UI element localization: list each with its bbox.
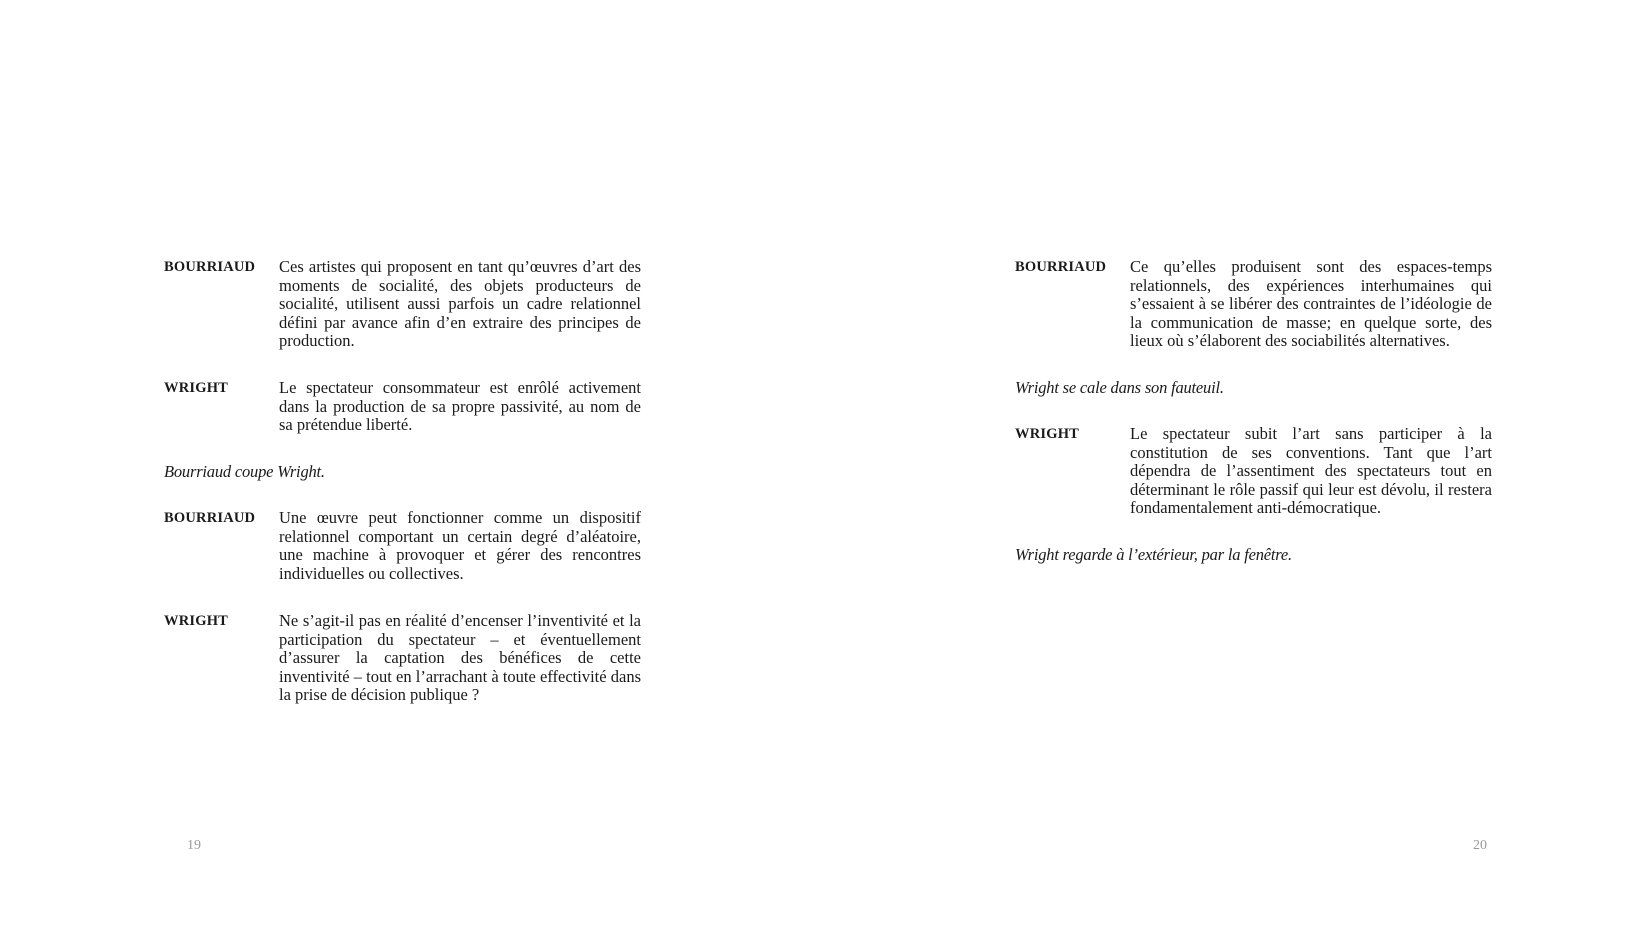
page-number: 20	[1473, 838, 1487, 853]
speech-text: Le spectateur consommateur est enrôlé activement dans la production de sa propre passivité, au nom de sa prétendue liberté.	[279, 378, 641, 435]
speech-text: Ne s’agit-il pas en réalité d’encenser l’inventivité et la participation du spectateur – et éventuellement d’assurer la captation des bénéfices de cette inventivité – tout en l’arrachant à toute effectivité dans la prise de décision publique ?	[279, 611, 641, 705]
speaker-name: WRIGHT	[164, 380, 229, 396]
right-page	[825, 0, 1650, 943]
speaker-name: BOURRIAUD	[164, 510, 256, 526]
speaker-name: BOURRIAUD	[164, 259, 256, 275]
speaker-name: WRIGHT	[1015, 426, 1080, 442]
speech-text: Une œuvre peut fonctionner comme un dispositif relationnel comportant un certain degré d’aléatoire, une machine à provoquer et gérer des rencontres individuelles ou collectives.	[279, 508, 641, 583]
speaker-name: BOURRIAUD	[1015, 259, 1107, 275]
stage-direction: Wright regarde à l’extérieur, par la fenêtre.	[1015, 545, 1292, 564]
stage-direction: Bourriaud coupe Wright.	[164, 462, 325, 481]
speech-text: Ces artistes qui proposent en tant qu’œuvres d’art des moments de socialité, des objets producteurs de socialité, utilisent aussi parfois un cadre relationnel défini par avance afin d’en extraire des principes de production.	[279, 257, 641, 351]
speech-text: Ce qu’elles produisent sont des espaces-temps relationnels, des expériences interhumaines qui s’essaient à se libérer des contraintes de l’idéologie de la communication de masse; en quelque sorte, des lieux où s’élaborent des sociabilités alternatives.	[1130, 257, 1492, 351]
speech-text: Le spectateur subit l’art sans participer à la constitution de ses conventions. Tant que l’art dépendra de l’assentiment des spectateurs tout en déterminant le rôle passif qui leur est dévolu, il restera fondamentalement anti-démocratique.	[1130, 424, 1492, 518]
page-number: 19	[187, 838, 201, 853]
speaker-name: WRIGHT	[164, 613, 229, 629]
stage-direction: Wright se cale dans son fauteuil.	[1015, 378, 1224, 397]
